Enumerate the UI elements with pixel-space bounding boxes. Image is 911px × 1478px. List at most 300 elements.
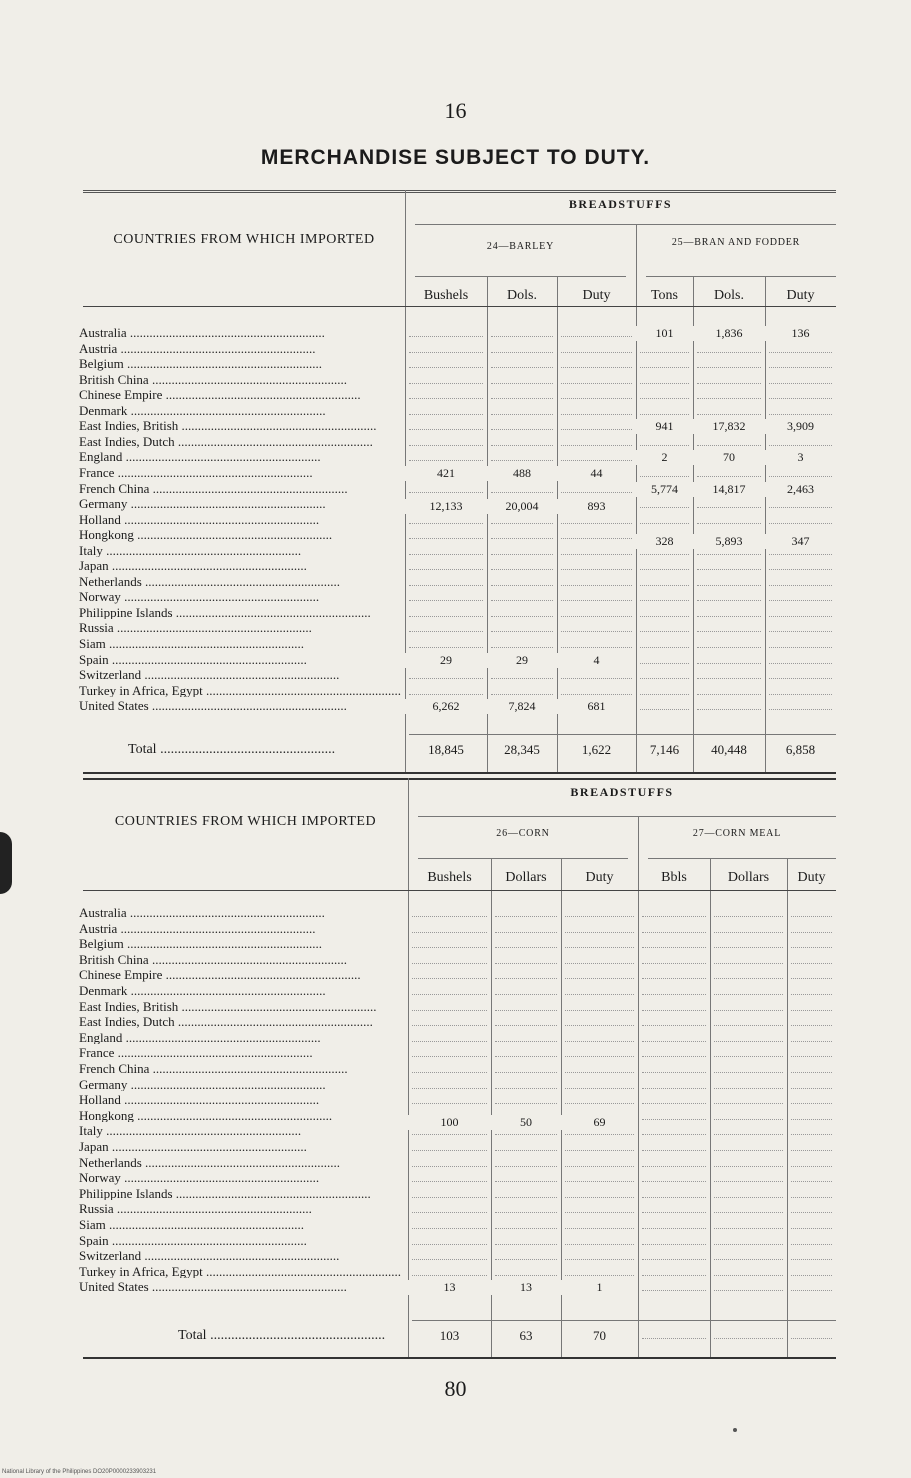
empty-cell-leader xyxy=(412,1197,487,1198)
empty-cell-leader xyxy=(412,1134,487,1135)
empty-cell-leader xyxy=(791,1275,832,1276)
group-header-rule xyxy=(418,816,836,817)
empty-cell-leader xyxy=(565,932,634,933)
empty-cell-leader xyxy=(642,1228,706,1229)
empty-cell-leader xyxy=(640,709,689,710)
empty-cell-leader xyxy=(495,1212,557,1213)
total-cell: 103 xyxy=(439,1328,460,1343)
page-number: 16 xyxy=(444,98,467,123)
empty-cell-leader xyxy=(561,398,632,399)
column-divider xyxy=(557,276,558,772)
empty-cell-leader xyxy=(714,1181,783,1182)
data-cell: 100 xyxy=(408,1115,491,1130)
data-cell: 13 xyxy=(408,1280,491,1295)
empty-cell-leader xyxy=(640,663,689,664)
header-bottom-rule xyxy=(83,890,836,891)
empty-cell-leader xyxy=(642,1010,706,1011)
country-row-label: British China ............................................................ xyxy=(79,372,347,387)
empty-cell-leader xyxy=(561,414,632,415)
table-bottom-rule xyxy=(83,1357,836,1359)
empty-cell-leader xyxy=(409,538,483,539)
empty-cell-leader xyxy=(697,554,761,555)
empty-cell-leader xyxy=(409,336,483,337)
empty-cell-leader xyxy=(409,631,483,632)
empty-cell-leader xyxy=(769,647,832,648)
empty-cell-leader xyxy=(565,1103,634,1104)
empty-cell-leader xyxy=(642,916,706,917)
ink-spot xyxy=(733,1428,737,1432)
column-divider xyxy=(693,276,694,772)
empty-cell-leader xyxy=(412,1275,487,1276)
data-cell: 1 xyxy=(561,1280,638,1295)
empty-cell-leader xyxy=(791,1056,832,1057)
data-cell: 29 xyxy=(487,653,557,668)
header-bottom-rule xyxy=(83,306,836,307)
country-row-label: Netherlands ............................................................ xyxy=(79,1155,341,1170)
empty-cell-leader xyxy=(642,947,706,948)
empty-cell-leader xyxy=(791,1103,832,1104)
empty-cell-leader xyxy=(642,932,706,933)
empty-cell-leader xyxy=(769,554,832,555)
country-row-label: United States ............................................................ xyxy=(79,1280,347,1294)
empty-cell-leader xyxy=(409,445,483,446)
data-cell: 136 xyxy=(765,326,836,341)
data-cell: 893 xyxy=(557,499,636,514)
empty-cell-leader xyxy=(495,1103,557,1104)
empty-cell-leader xyxy=(491,694,553,695)
empty-cell-leader xyxy=(791,1134,832,1135)
empty-cell-leader xyxy=(495,963,557,964)
total-cell: 18,845 xyxy=(428,742,464,757)
empty-cell-leader xyxy=(409,383,483,384)
empty-cell-leader xyxy=(640,600,689,601)
empty-cell-leader xyxy=(642,1244,706,1245)
empty-cell-leader xyxy=(642,1088,706,1089)
empty-cell-leader xyxy=(769,694,832,695)
empty-cell-leader xyxy=(495,994,557,995)
country-row-label: Japan ............................................................ xyxy=(79,559,307,573)
empty-cell-leader xyxy=(412,1181,487,1182)
empty-cell-leader xyxy=(640,398,689,399)
empty-cell-leader xyxy=(495,1259,557,1260)
country-row-label: Spain ............................................................ xyxy=(79,1233,307,1248)
empty-cell-leader xyxy=(495,1072,557,1073)
country-row-label: England ............................................................ xyxy=(79,1030,321,1045)
country-row-label: Germany ............................................................ xyxy=(79,497,326,511)
empty-cell-leader xyxy=(697,383,761,384)
empty-cell-leader xyxy=(640,678,689,679)
empty-cell-leader xyxy=(697,709,761,710)
column-divider xyxy=(487,276,488,772)
empty-cell-leader xyxy=(697,647,761,648)
country-column-header: COUNTRIES FROM WHICH IMPORTED xyxy=(113,232,375,247)
empty-cell-leader xyxy=(642,1056,706,1057)
empty-cell-leader xyxy=(491,569,553,570)
empty-cell-leader xyxy=(495,1041,557,1042)
empty-cell-leader xyxy=(491,647,553,648)
section-header-1: 26—CORN xyxy=(496,828,550,839)
empty-cell-leader xyxy=(791,994,832,995)
empty-cell-leader xyxy=(491,445,553,446)
empty-cell-leader xyxy=(561,352,632,353)
empty-cell-leader xyxy=(409,616,483,617)
empty-cell-leader xyxy=(791,1259,832,1260)
empty-cell-leader xyxy=(495,1181,557,1182)
empty-cell-leader xyxy=(714,1010,783,1011)
empty-cell-leader xyxy=(491,585,553,586)
country-row-label: Australia ............................................................ xyxy=(79,906,325,920)
empty-cell-leader xyxy=(769,523,832,524)
empty-cell-leader xyxy=(565,1228,634,1229)
empty-cell-leader xyxy=(495,1244,557,1245)
empty-cell-leader xyxy=(697,585,761,586)
empty-cell-leader xyxy=(495,1088,557,1089)
country-row-label: Switzerland ............................................................ xyxy=(79,668,340,682)
page-title: MERCHANDISE SUBJECT TO DUTY. xyxy=(260,146,651,169)
empty-cell-leader xyxy=(495,1228,557,1229)
empty-cell-leader xyxy=(642,1290,706,1291)
empty-cell-leader xyxy=(642,1181,706,1182)
column-header: Dols. xyxy=(714,288,744,303)
empty-cell-leader xyxy=(791,1041,832,1042)
empty-cell-leader xyxy=(714,1134,783,1135)
section-header-rule xyxy=(415,276,626,277)
empty-cell-leader xyxy=(791,978,832,979)
total-label: Total .................................................. xyxy=(128,742,336,757)
country-row-label: Belgium ............................................................ xyxy=(79,937,323,951)
group-header-rule xyxy=(415,224,836,225)
section-divider xyxy=(638,816,639,1357)
empty-cell-leader xyxy=(561,694,632,695)
empty-cell-leader xyxy=(495,916,557,917)
empty-cell-leader xyxy=(565,1088,634,1089)
empty-cell-leader xyxy=(642,1197,706,1198)
empty-cell-leader xyxy=(561,678,632,679)
empty-cell-leader xyxy=(561,647,632,648)
empty-cell-leader xyxy=(714,1166,783,1167)
empty-total-leader xyxy=(642,1338,706,1339)
data-cell: 70 xyxy=(693,450,765,465)
empty-cell-leader xyxy=(409,352,483,353)
empty-cell-leader xyxy=(565,994,634,995)
empty-cell-leader xyxy=(714,978,783,979)
empty-cell-leader xyxy=(409,585,483,586)
country-row-label: Philippine Islands ............................................................ xyxy=(79,605,371,620)
empty-cell-leader xyxy=(697,476,761,477)
empty-cell-leader xyxy=(561,569,632,570)
country-column-header: COUNTRIES FROM WHICH IMPORTED xyxy=(114,814,377,829)
empty-cell-leader xyxy=(791,963,832,964)
empty-cell-leader xyxy=(561,383,632,384)
data-cell: 29 xyxy=(405,653,487,668)
library-credit: National Library of the Philippines DO20P0000233903231 xyxy=(2,1469,157,1475)
empty-cell-leader xyxy=(412,1259,487,1260)
empty-cell-leader xyxy=(495,978,557,979)
country-row-label: Italy ............................................................ xyxy=(79,543,302,558)
total-cell: 28,345 xyxy=(504,742,540,757)
country-row-label: Chinese Empire ............................................................ xyxy=(79,388,361,402)
data-cell: 12,133 xyxy=(405,499,487,514)
empty-cell-leader xyxy=(561,554,632,555)
empty-cell-leader xyxy=(791,916,832,917)
empty-cell-leader xyxy=(791,1072,832,1073)
country-row-label: Austria ............................................................ xyxy=(79,921,316,936)
empty-cell-leader xyxy=(409,647,483,648)
data-cell: 13 xyxy=(491,1280,561,1295)
data-cell: 4 xyxy=(557,653,636,668)
total-cell: 6,858 xyxy=(785,742,816,757)
empty-cell-leader xyxy=(640,647,689,648)
empty-cell-leader xyxy=(491,429,553,430)
empty-cell-leader xyxy=(769,352,832,353)
empty-cell-leader xyxy=(640,445,689,446)
empty-cell-leader xyxy=(491,367,553,368)
empty-cell-leader xyxy=(791,1212,832,1213)
empty-cell-leader xyxy=(409,523,483,524)
section-header-1: 24—BARLEY xyxy=(486,241,555,252)
data-cell: 2 xyxy=(636,450,693,465)
group-header: BREADSTUFFS xyxy=(568,197,673,211)
empty-cell-leader xyxy=(640,383,689,384)
empty-cell-leader xyxy=(491,538,553,539)
empty-cell-leader xyxy=(640,414,689,415)
empty-cell-leader xyxy=(412,963,487,964)
total-cell: 7,146 xyxy=(649,742,680,757)
empty-total-leader xyxy=(714,1338,783,1339)
empty-cell-leader xyxy=(412,1025,487,1026)
empty-cell-leader xyxy=(714,1197,783,1198)
empty-cell-leader xyxy=(769,600,832,601)
empty-cell-leader xyxy=(642,978,706,979)
empty-cell-leader xyxy=(769,709,832,710)
empty-cell-leader xyxy=(561,336,632,337)
table-top-rule xyxy=(83,778,836,780)
column-header: Duty xyxy=(786,288,815,303)
column-header: Tons xyxy=(650,288,679,303)
data-cell: 7,824 xyxy=(487,699,557,714)
empty-cell-leader xyxy=(642,1150,706,1151)
empty-cell-leader xyxy=(640,694,689,695)
country-row-label: East Indies, British ............................................................ xyxy=(79,419,377,433)
empty-cell-leader xyxy=(714,947,783,948)
empty-cell-leader xyxy=(697,663,761,664)
empty-cell-leader xyxy=(565,1259,634,1260)
empty-cell-leader xyxy=(495,1197,557,1198)
empty-cell-leader xyxy=(640,507,689,508)
empty-cell-leader xyxy=(409,414,483,415)
empty-cell-leader xyxy=(565,1072,634,1073)
empty-cell-leader xyxy=(769,569,832,570)
empty-cell-leader xyxy=(491,398,553,399)
empty-cell-leader xyxy=(409,678,483,679)
total-cell: 40,448 xyxy=(711,742,747,757)
data-cell: 941 xyxy=(636,419,693,434)
data-cell: 347 xyxy=(765,534,836,549)
section-header-2: 25—BRAN AND FODDER xyxy=(671,237,801,248)
empty-cell-leader xyxy=(714,1056,783,1057)
empty-cell-leader xyxy=(491,631,553,632)
section-header-rule xyxy=(418,858,628,859)
empty-cell-leader xyxy=(791,1290,832,1291)
column-header: Dollars xyxy=(505,870,547,885)
data-cell: 488 xyxy=(487,466,557,481)
empty-cell-leader xyxy=(561,445,632,446)
empty-cell-leader xyxy=(412,1166,487,1167)
country-row-label: Germany ............................................................ xyxy=(79,1077,326,1092)
empty-cell-leader xyxy=(714,916,783,917)
data-cell: 1,836 xyxy=(693,326,765,341)
empty-cell-leader xyxy=(561,460,632,461)
empty-cell-leader xyxy=(791,1166,832,1167)
empty-cell-leader xyxy=(412,1150,487,1151)
empty-cell-leader xyxy=(714,1041,783,1042)
empty-cell-leader xyxy=(412,1041,487,1042)
empty-cell-leader xyxy=(561,600,632,601)
column-header: Dols. xyxy=(507,288,537,303)
empty-cell-leader xyxy=(791,947,832,948)
country-row-label: England ............................................................ xyxy=(79,450,321,464)
country-row-label: Netherlands ............................................................ xyxy=(79,574,341,589)
empty-cell-leader xyxy=(412,1010,487,1011)
empty-cell-leader xyxy=(409,429,483,430)
data-cell: 6,262 xyxy=(405,699,487,714)
data-cell: 5,893 xyxy=(693,534,765,549)
total-cell: 63 xyxy=(519,1328,533,1343)
column-divider xyxy=(787,858,788,1357)
empty-cell-leader xyxy=(791,1228,832,1229)
empty-cell-leader xyxy=(491,554,553,555)
data-cell: 14,817 xyxy=(693,482,765,497)
country-row-label: Russia ............................................................ xyxy=(79,621,312,635)
empty-cell-leader xyxy=(714,963,783,964)
empty-cell-leader xyxy=(714,1103,783,1104)
empty-cell-leader xyxy=(642,1166,706,1167)
empty-cell-leader xyxy=(791,1025,832,1026)
empty-cell-leader xyxy=(697,678,761,679)
data-cell: 20,004 xyxy=(487,499,557,514)
data-cell: 3 xyxy=(765,450,836,465)
country-row-label: Chinese Empire ............................................................ xyxy=(79,968,361,982)
data-cell: 3,909 xyxy=(765,419,836,434)
empty-cell-leader xyxy=(409,554,483,555)
country-row-label: Holland ............................................................ xyxy=(79,1093,320,1107)
empty-cell-leader xyxy=(565,1025,634,1026)
empty-cell-leader xyxy=(412,1103,487,1104)
empty-cell-leader xyxy=(495,1150,557,1151)
empty-cell-leader xyxy=(561,538,632,539)
empty-cell-leader xyxy=(697,616,761,617)
empty-cell-leader xyxy=(642,1134,706,1135)
empty-cell-leader xyxy=(714,932,783,933)
empty-cell-leader xyxy=(791,1150,832,1151)
empty-cell-leader xyxy=(769,476,832,477)
empty-cell-leader xyxy=(491,352,553,353)
empty-cell-leader xyxy=(714,1290,783,1291)
country-row-label: Turkey in Africa, Egypt ............................................................ xyxy=(79,1264,401,1279)
data-cell: 328 xyxy=(636,534,693,549)
country-row-label: Denmark ............................................................ xyxy=(79,403,326,418)
empty-cell-leader xyxy=(769,507,832,508)
empty-cell-leader xyxy=(412,932,487,933)
empty-cell-leader xyxy=(565,1212,634,1213)
empty-cell-leader xyxy=(769,398,832,399)
country-row-label: East Indies, British ............................................................ xyxy=(79,999,377,1014)
country-row-label: Turkey in Africa, Egypt ............................................................ xyxy=(79,683,401,698)
country-row-label: United States ............................................................ xyxy=(79,699,347,713)
empty-cell-leader xyxy=(491,383,553,384)
empty-cell-leader xyxy=(491,492,553,493)
ink-blot xyxy=(0,832,12,894)
section-header-2: 27—CORN MEAL xyxy=(692,828,782,839)
empty-cell-leader xyxy=(769,631,832,632)
empty-cell-leader xyxy=(412,947,487,948)
column-header: Duty xyxy=(585,870,614,885)
empty-cell-leader xyxy=(491,336,553,337)
empty-cell-leader xyxy=(565,963,634,964)
country-row-label: France ............................................................ xyxy=(79,1046,313,1060)
empty-cell-leader xyxy=(642,1025,706,1026)
column-divider xyxy=(710,858,711,1357)
empty-cell-leader xyxy=(561,429,632,430)
empty-cell-leader xyxy=(565,1166,634,1167)
empty-cell-leader xyxy=(565,1010,634,1011)
empty-cell-leader xyxy=(412,978,487,979)
empty-cell-leader xyxy=(791,1244,832,1245)
empty-cell-leader xyxy=(642,1275,706,1276)
empty-cell-leader xyxy=(769,663,832,664)
empty-cell-leader xyxy=(714,1088,783,1089)
empty-cell-leader xyxy=(642,1072,706,1073)
empty-cell-leader xyxy=(412,916,487,917)
empty-cell-leader xyxy=(769,383,832,384)
empty-cell-leader xyxy=(565,947,634,948)
empty-cell-leader xyxy=(640,616,689,617)
empty-cell-leader xyxy=(714,1150,783,1151)
empty-cell-leader xyxy=(791,1088,832,1089)
country-row-label: Norway ............................................................ xyxy=(79,1171,320,1185)
footer-page-number: 80 xyxy=(444,1376,467,1401)
empty-cell-leader xyxy=(791,1010,832,1011)
empty-cell-leader xyxy=(791,1181,832,1182)
data-cell: 17,832 xyxy=(693,419,765,434)
empty-cell-leader xyxy=(495,1166,557,1167)
empty-cell-leader xyxy=(561,492,632,493)
empty-cell-leader xyxy=(565,1056,634,1057)
empty-cell-leader xyxy=(640,367,689,368)
column-header: Bushels xyxy=(427,870,472,885)
empty-cell-leader xyxy=(565,916,634,917)
country-row-label: East Indies, Dutch ............................................................ xyxy=(79,434,373,449)
country-row-label: Switzerland ............................................................ xyxy=(79,1249,340,1263)
empty-cell-leader xyxy=(714,1212,783,1213)
column-header: Duty xyxy=(582,288,611,303)
total-cell: 1,622 xyxy=(581,742,612,757)
empty-cell-leader xyxy=(640,554,689,555)
empty-cell-leader xyxy=(642,963,706,964)
empty-cell-leader xyxy=(791,1197,832,1198)
empty-cell-leader xyxy=(640,585,689,586)
empty-cell-leader xyxy=(769,445,832,446)
empty-cell-leader xyxy=(565,978,634,979)
country-row-label: Hongkong ............................................................ xyxy=(79,528,333,542)
empty-cell-leader xyxy=(491,678,553,679)
empty-cell-leader xyxy=(697,694,761,695)
empty-cell-leader xyxy=(412,994,487,995)
empty-cell-leader xyxy=(409,694,483,695)
empty-cell-leader xyxy=(412,1088,487,1089)
empty-cell-leader xyxy=(561,631,632,632)
empty-total-leader xyxy=(791,1338,832,1339)
